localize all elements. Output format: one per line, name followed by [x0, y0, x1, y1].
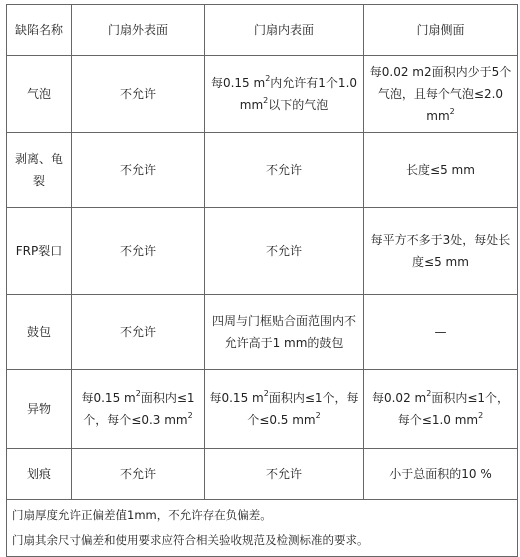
inner-value: 不允许 — [205, 133, 364, 208]
inner-post: 内允许有1个1.0 mm — [239, 76, 358, 112]
table-row-bulge — [7, 295, 518, 370]
outer-value: 不允许 — [72, 449, 205, 500]
outer-sup2: 2 — [187, 411, 193, 420]
defect-name: 剥离、龟裂 — [7, 133, 72, 208]
inner-pre: 每0.15 m — [210, 76, 266, 90]
side-value: 长度≤5 mm — [364, 133, 518, 208]
side-pre: 每0.02 m — [371, 391, 427, 405]
inner-value: 不允许 — [205, 449, 364, 500]
table-header-row — [7, 5, 518, 56]
header-side-surface: 门扇侧面 — [364, 5, 518, 56]
side-sup2: 2 — [478, 411, 484, 420]
outer-value — [72, 370, 205, 449]
table-row-frp-crack — [7, 208, 518, 295]
inner-post: 面积内≤1个，每个≤0.5 mm — [247, 391, 359, 427]
inner-post2: 以下的气泡 — [268, 98, 329, 112]
side-value: 每平方不多于3处，每处长度≤5 mm — [364, 208, 518, 295]
table-row-bubble — [7, 56, 518, 133]
inner-pre: 每0.15 m — [209, 391, 264, 405]
inner-sup: 2 — [265, 74, 271, 83]
side-pre: 每0.02 m2面积内少于5个气泡，且每个气泡≤2.0 mm — [369, 65, 512, 123]
header-defect-name: 缺陷名称 — [7, 5, 72, 56]
defect-table — [6, 4, 518, 557]
header-inner-surface: 门扇内表面 — [205, 5, 364, 56]
inner-value — [205, 56, 364, 133]
inner-sup: 2 — [263, 389, 269, 398]
inner-value: 四周与门框贴合面范围内不允许高于1 mm的鼓包 — [205, 295, 364, 370]
side-sup: 2 — [426, 389, 432, 398]
defect-name: FRP裂口 — [7, 208, 72, 295]
inner-sup2: 2 — [263, 96, 269, 105]
table-row-peeling — [7, 133, 518, 208]
defect-name: 气泡 — [7, 56, 72, 133]
side-post: 面积内≤1个，每个≤1.0 mm — [397, 391, 510, 427]
side-value: — — [364, 295, 518, 370]
outer-pre: 每0.15 m — [81, 391, 136, 405]
outer-sup: 2 — [135, 389, 141, 398]
defect-name: 鼓包 — [7, 295, 72, 370]
side-sup: 2 — [449, 107, 455, 116]
outer-value: 不允许 — [72, 133, 205, 208]
table-row-scratch — [7, 449, 518, 500]
defect-name: 划痕 — [7, 449, 72, 500]
inner-value: 不允许 — [205, 208, 364, 295]
outer-value: 不允许 — [72, 208, 205, 295]
side-value: 小于总面积的10 % — [364, 449, 518, 500]
side-value — [364, 56, 518, 133]
inner-sup2: 2 — [315, 411, 321, 420]
note-thickness: 门扇厚度允许正偏差值1mm，不允许存在负偏差。 — [12, 508, 272, 522]
outer-value: 不允许 — [72, 56, 205, 133]
note-other-tolerances: 门扇其余尺寸偏差和使用要求应符合相关验收规范及检测标准的要求。 — [12, 533, 369, 547]
side-value — [364, 370, 518, 449]
outer-value: 不允许 — [72, 295, 205, 370]
inner-value — [205, 370, 364, 449]
defect-name: 异物 — [7, 370, 72, 449]
header-outer-surface: 门扇外表面 — [72, 5, 205, 56]
table-row-foreign-matter — [7, 370, 518, 449]
outer-post: 面积内≤1个，每个≤0.3 mm — [83, 391, 195, 427]
